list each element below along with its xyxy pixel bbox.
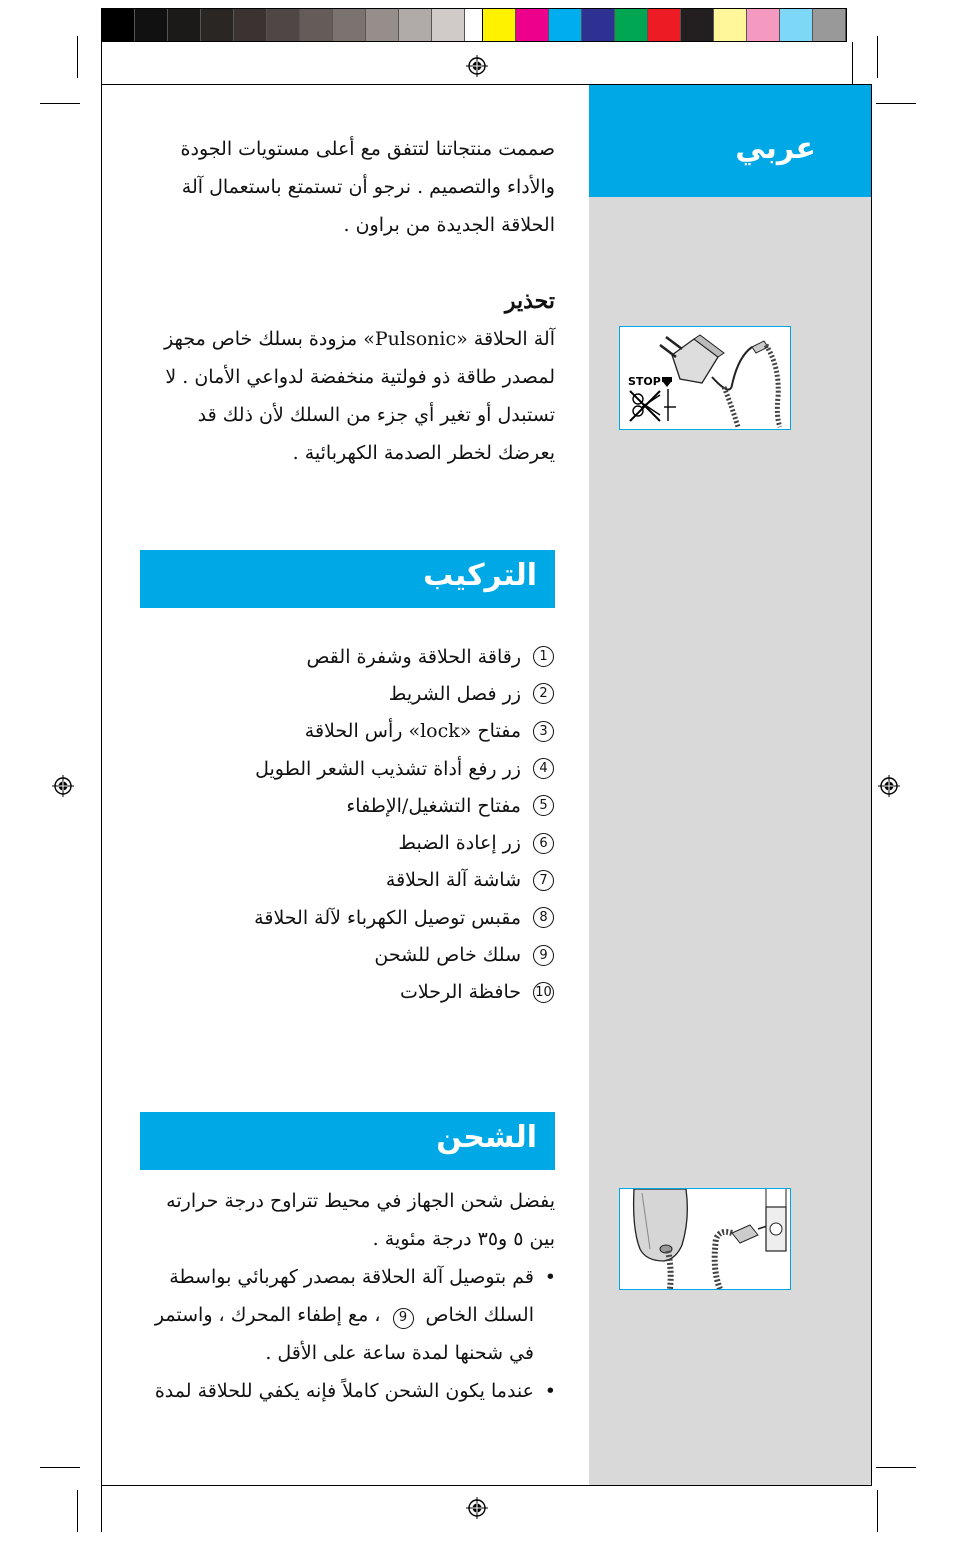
page-edge-left <box>101 42 102 1532</box>
part-list-item <box>194 974 554 1011</box>
crop-mark <box>40 1467 80 1468</box>
page-edge-bottom <box>101 1485 872 1486</box>
part-number: 9 <box>533 945 554 966</box>
part-number: 7 <box>533 870 554 891</box>
color-swatch <box>483 9 516 41</box>
charging-section-header <box>140 1112 555 1170</box>
color-swatch <box>615 9 648 41</box>
registration-mark-icon <box>878 775 900 797</box>
warning-paragraph: آلة الحلاقة «Pulsonic» مزودة بسلك خاص مجهز لمصدر طاقة ذو فولتية منخفضة لدواعي الأمان . لا تستبدل أو تغير أي جزء من السلك لأن ذلك قد يعرضك لخطر الصدمة الكهربائية . <box>164 328 555 464</box>
part-number: 3 <box>533 721 554 742</box>
charging-intro: يفضل شحن الجهاز في محيط تتراوح درجة حرارته بين ٥ و٣٥ درجة مئوية . <box>166 1190 555 1250</box>
part-label: زر فصل الشريط <box>388 682 521 705</box>
part-label: مفتاح التشغيل/الإطفاء <box>346 794 521 817</box>
color-swatch <box>780 9 813 41</box>
gray-swatch <box>267 9 300 41</box>
crop-mark <box>77 36 78 78</box>
language-tab <box>589 85 871 197</box>
color-swatch <box>747 9 780 41</box>
gray-calibration-bar <box>101 8 499 42</box>
crop-mark <box>77 1490 78 1532</box>
part-number: 1 <box>533 646 554 667</box>
part-label: مقبس توصيل الكهرباء لآلة الحلاقة <box>254 906 521 929</box>
color-swatch <box>714 9 747 41</box>
registration-mark-icon <box>466 55 488 77</box>
part-list-item <box>194 713 554 750</box>
sidebar <box>589 85 871 1485</box>
part-number: 5 <box>533 795 554 816</box>
registration-mark-icon <box>52 775 74 797</box>
crop-mark <box>877 1490 878 1532</box>
gray-swatch <box>234 9 267 41</box>
warning-heading: تحذير <box>504 288 555 314</box>
bullet-symbol: • <box>544 1380 556 1402</box>
parts-list <box>194 638 554 1011</box>
crop-mark <box>877 36 878 78</box>
part-number: 10 <box>533 982 554 1003</box>
part-label: زر إعادة الضبط <box>398 832 521 855</box>
part-list-item <box>194 675 554 712</box>
bullet-item <box>139 1372 556 1410</box>
part-list-item <box>194 638 554 675</box>
bullet-symbol: • <box>544 1266 556 1288</box>
gray-swatch <box>366 9 399 41</box>
gray-swatch <box>300 9 333 41</box>
color-swatch <box>681 9 714 41</box>
part-label: شاشة آلة الحلاقة <box>385 869 521 892</box>
bullet-text: ، مع إطفاء المحرك ، واستمر في شحنها لمدة ساعة على الأقل . <box>154 1304 534 1364</box>
color-calibration-bar <box>482 8 847 42</box>
gray-swatch <box>432 9 465 41</box>
part-label: مفتاح «lock» رأس الحلاقة <box>304 720 521 743</box>
part-number: 8 <box>533 907 554 928</box>
part-label: رقاقة الحلاقة وشفرة القص <box>306 645 521 668</box>
color-swatch <box>813 9 846 41</box>
gray-swatch <box>168 9 201 41</box>
shaver-charging-illustration <box>620 1189 790 1289</box>
figure-shaver-charging <box>619 1188 791 1290</box>
part-number: 2 <box>533 683 554 704</box>
crop-mark <box>40 103 80 104</box>
part-number: 4 <box>533 758 554 779</box>
stop-label: STOP <box>628 375 661 388</box>
registration-mark-icon <box>466 1497 488 1519</box>
charging-bullets <box>139 1258 556 1410</box>
gray-swatch <box>333 9 366 41</box>
page-edge-right-inner <box>871 84 872 1486</box>
color-swatch <box>516 9 549 41</box>
intro-paragraph: صممت منتجاتنا لتتفق مع أعلى مستويات الجودة والأداء والتصميم . نرجو أن تستمتع باستعمال آلة الحلاقة الجديدة من براون . <box>180 138 555 236</box>
gray-swatch <box>201 9 234 41</box>
part-label: حافظة الرحلات <box>400 981 521 1004</box>
assembly-title: التركيب <box>423 558 537 593</box>
part-label: زر رفع أداة تشذيب الشعر الطويل <box>255 757 521 780</box>
page-edge-right <box>852 42 853 85</box>
gray-swatch <box>102 9 135 41</box>
part-ref-number: 9 <box>393 1308 414 1329</box>
part-list-item <box>194 787 554 824</box>
part-number: 6 <box>533 833 554 854</box>
bullet-item <box>139 1258 556 1372</box>
part-list-item <box>194 750 554 787</box>
color-swatch <box>648 9 681 41</box>
part-list-item <box>194 824 554 861</box>
figure-plug-warning <box>619 326 791 430</box>
color-swatch <box>582 9 615 41</box>
assembly-section-header <box>140 550 555 608</box>
gray-swatch <box>399 9 432 41</box>
part-list-item <box>194 862 554 899</box>
bullet-text: قم بتوصيل آلة الحلاقة بمصدر كهربائي بواسطة السلك الخاص <box>169 1266 534 1326</box>
gray-swatch <box>135 9 168 41</box>
bullet-text: عندما يكون الشحن كاملاً فإنه يكفي للحلاقة لمدة <box>154 1380 534 1402</box>
plug-cord-warning-illustration <box>620 327 790 429</box>
language-label: عربي <box>735 131 816 166</box>
part-label: سلك خاص للشحن <box>374 944 521 967</box>
charging-title: الشحن <box>436 1120 537 1155</box>
part-list-item <box>194 899 554 936</box>
crop-mark <box>876 103 916 104</box>
color-swatch <box>549 9 582 41</box>
part-list-item <box>194 936 554 973</box>
crop-mark <box>876 1467 916 1468</box>
